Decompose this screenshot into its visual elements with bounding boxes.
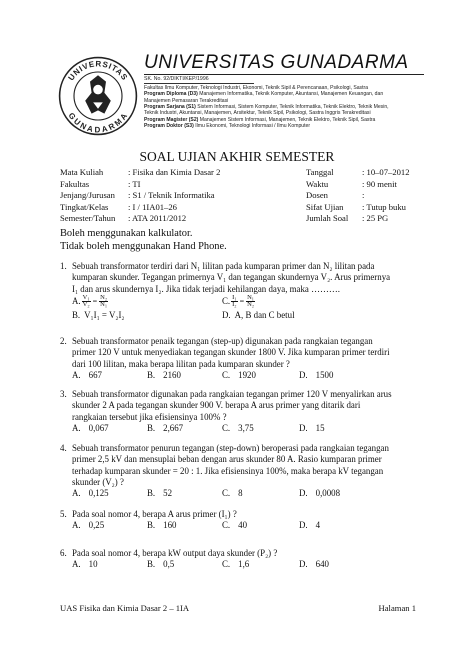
rule-handphone: Tidak boleh menggunakan Hand Phone. (60, 240, 227, 252)
program-name: Program Sarjana (S1) (144, 104, 196, 111)
program-text: Sistem Informasi, Sistem Komputer, Teknik Informatika, Teknik Elektro, Teknik Mesin, (195, 104, 389, 111)
option-letter: A. (72, 295, 81, 306)
program-text: Ilmu Ekonomi, Teknologi Informasi / Ilmu Komputer (193, 123, 311, 130)
university-logo (58, 56, 138, 136)
option-letter: C. (222, 422, 231, 433)
option-letter: B. (147, 559, 156, 570)
option-text: 1920 (238, 369, 256, 380)
info-label: Semester/Tahun (60, 213, 116, 223)
option-letter: A. (72, 422, 81, 433)
svg-text:GUNADARMA (67, 111, 129, 134)
question-text-line: skunder 2 A pada tegangan skunder 900 V. berapa A arus primer yang ditarik dari (72, 400, 361, 411)
sk-rule (144, 83, 254, 84)
fraction-right (246, 295, 255, 309)
question-number: 1. (60, 261, 67, 271)
question-text-line: primer 2,5 kV dan mensuplai beban dengan arus skunder 80 A. Rasio kumparan primer (72, 454, 382, 465)
program-line (144, 123, 426, 129)
logo-ring-bottom-text: GUNADARMA (66, 110, 130, 135)
info-row (306, 202, 436, 214)
option-letter: C. (222, 488, 231, 499)
info-row (60, 190, 270, 202)
info-value: : S1 / Teknik Informatika (128, 190, 215, 200)
info-value: : 10–07–2012 (362, 167, 410, 177)
option-d (299, 423, 325, 434)
option-a (72, 295, 109, 309)
option-text: 667 (88, 369, 102, 380)
info-row (306, 190, 436, 202)
question-number: 3. (60, 389, 67, 399)
university-name: UNIVERSITAS GUNADARMA (144, 52, 409, 73)
option-letter: A. (72, 488, 81, 499)
footer-course: UAS Fisika dan Kimia Dasar 2 – 1IA (60, 603, 190, 613)
option-text: V₁I₁ = V₂I₂ (84, 309, 125, 320)
info-value: : 25 PG (362, 213, 389, 223)
option-c (222, 520, 247, 531)
option-b (147, 423, 183, 434)
question-text-line: Sebuah transformator digunakan pada rangkaian tegangan primer 120 V menyalirkan arus (72, 389, 392, 399)
option-c (222, 559, 249, 570)
fraction-right (99, 295, 108, 309)
info-row (60, 213, 270, 225)
option-letter: B. (147, 520, 156, 531)
info-value: : Fisika dan Kimia Dasar 2 (128, 167, 221, 177)
program-name: Program Doktor (S3) (144, 123, 194, 130)
option-letter: D. (299, 559, 308, 570)
option-letter: C. (222, 520, 231, 531)
question-body (72, 548, 428, 571)
program-text: Fakultas Ilmu Komputer, Teknologi Industri, Ekonomi, Teknik Sipil & Perencanaan, Psikologi, Sastra (144, 85, 369, 91)
option-letter: A. (72, 369, 81, 380)
denominator: I₂ (232, 301, 237, 309)
numerator: I₁ (232, 293, 237, 301)
option-text: 1,6 (238, 559, 250, 570)
option-text: 3,75 (238, 422, 254, 433)
option-row (72, 520, 428, 531)
option-row (72, 559, 428, 570)
option-letter: B. (72, 309, 81, 320)
numerator: N₂ (100, 293, 108, 301)
option-text: 8 (238, 488, 243, 499)
option-b (147, 488, 172, 499)
option-row (72, 423, 428, 434)
info-label: Jumlah Soal (306, 213, 349, 223)
info-label: Mata Kuliah (60, 167, 104, 177)
option-text: 15 (315, 422, 325, 433)
question-number: 5. (60, 509, 67, 519)
info-row (60, 202, 270, 214)
option-d (299, 520, 320, 531)
footer-page-number: Halaman 1 (378, 603, 416, 613)
option-c (222, 488, 243, 499)
info-label: Fakultas (60, 178, 90, 189)
option-a (72, 370, 102, 381)
option-c (222, 423, 254, 434)
program-text: Manajemen Informatika, Teknik Komputer, Akuntansi, Manajemen Keuangan, dan (197, 91, 384, 98)
question-text-line: kumparan skunder. Tegangan primernya V₁ dan tegangan skundernya V₂. Arus primernya (72, 272, 391, 283)
info-label: Tingkat/Kelas (60, 201, 109, 212)
option-text: 0,125 (88, 488, 109, 499)
option-letter: B. (147, 422, 156, 433)
option-text: 52 (163, 488, 173, 499)
option-text: 40 (238, 520, 248, 531)
info-label: Waktu (306, 178, 329, 189)
option-a (72, 423, 109, 434)
question-text-line: dari 100 lilitan, maka berapa lilitan pada kumparan skunder ? (72, 358, 290, 369)
fraction-option-row (72, 295, 428, 310)
question-text-line: Sebuah transformator penurun tegangan (step-down) beroperasi pada rangkaian tegangan (72, 443, 389, 453)
option-letter: D. (299, 488, 308, 499)
header-rule (144, 74, 424, 75)
option-letter: C. (222, 295, 231, 306)
denominator: V₂ (82, 301, 90, 309)
question-text-line: skunder (V₂) ? (72, 476, 124, 487)
question-number: 6. (60, 548, 67, 558)
option-text: 2160 (163, 369, 181, 380)
exam-info-left (60, 167, 270, 225)
question-body (72, 336, 428, 381)
option-letter: C. (222, 559, 231, 570)
rule-calculator: Boleh menggunakan kalkulator. (60, 228, 193, 239)
question-text-line: Pada soal nomor 4, berapa kW output daya skunder (P₂) ? (72, 548, 278, 558)
exam-title: SOAL UJIAN AKHIR SEMESTER (139, 149, 335, 164)
sk-number: SK. No. 92/DIKTI/KEP/1996 (144, 76, 209, 82)
equals-sign: = (239, 297, 245, 307)
option-text: 640 (315, 559, 329, 570)
option-letter: D. (222, 309, 231, 320)
denominator: N₁ (100, 301, 108, 309)
option-text: 0,067 (88, 422, 109, 433)
denominator: N₂ (247, 301, 255, 309)
option-a (72, 520, 104, 531)
info-row (306, 213, 436, 225)
question-text-line: Sebuah transformator terdiri dari N₁ lilitan pada kumparan primer dan N₂ lilitan pada (72, 261, 375, 271)
option-letter: A. (72, 559, 81, 570)
option-text: 0,0008 (315, 488, 341, 499)
fraction-left (231, 295, 237, 309)
option-text: 4 (315, 520, 321, 531)
info-value: : TI (128, 178, 141, 189)
option-letter: A. (72, 520, 81, 531)
info-value: : (362, 190, 365, 200)
option-text: 10 (88, 559, 98, 570)
info-row (306, 167, 436, 179)
option-a (72, 559, 98, 570)
info-label: Sifat Ujian (306, 201, 344, 212)
option-letter: D. (299, 520, 308, 531)
question-body (72, 443, 428, 499)
option-text: 0,25 (88, 520, 105, 531)
option-row (72, 488, 428, 499)
question-number: 2. (60, 336, 67, 346)
info-row (60, 179, 270, 191)
info-row (60, 167, 270, 179)
option-d (222, 310, 295, 321)
option-letter: D. (299, 369, 308, 380)
question-text-line: Sebuah transformator penaik tegangan (step-up) digunakan pada rangkaian tegangan (72, 336, 373, 346)
question-body (72, 509, 428, 532)
option-letter: D. (299, 422, 308, 433)
equals-sign: = (92, 297, 98, 307)
option-b (147, 520, 176, 531)
info-value: : ATA 2011/2012 (128, 213, 187, 223)
option-d (299, 370, 333, 381)
program-text: Manajemen Sistem Informasi, Manajemen, Teknik Elektro, Teknik Sipil, Sastra (198, 116, 376, 123)
option-letter: B. (147, 488, 156, 499)
info-label: Tanggal (306, 167, 334, 177)
info-value: : I / 1IA01–26 (128, 201, 177, 212)
option-b (147, 370, 181, 381)
option-text: 160 (163, 520, 177, 531)
exam-rules (60, 228, 227, 253)
option-a (72, 488, 109, 499)
info-label: Dosen (306, 190, 328, 200)
option-letter: B. (147, 369, 156, 380)
program-text: Manajemen Pemasaran Terakreditasi (144, 97, 229, 104)
question-text-line: rangkaian tersebut jika efisiensinya 100% ? (72, 411, 227, 422)
option-b (147, 559, 174, 570)
info-value: : Tutup buku (362, 201, 406, 212)
question-text-line: terhadap kumparan skunder = 20 : 1. Jika efisiensinya 100%, maka berapa kV tegangan (72, 465, 384, 476)
numerator: N₁ (247, 293, 255, 301)
info-row (306, 179, 436, 191)
exam-info-right (306, 167, 436, 225)
fraction-left (82, 295, 91, 309)
option-text: A, B dan C betul (234, 309, 295, 320)
info-value: : 90 menit (362, 178, 397, 189)
question-text-line: Pada soal nomor 4, berapa A arus primer (I₁) ? (72, 509, 237, 519)
program-list (144, 85, 426, 129)
program-text: Teknik Industri, Akuntansi, Manajemen, Arsitektur, Teknik Sipil, Psikologi, Sastra Inggris Terakreditasi (144, 110, 371, 117)
question-number: 4. (60, 443, 67, 453)
option-row (72, 310, 428, 321)
option-text: 2,667 (163, 422, 184, 433)
option-letter: C. (222, 369, 231, 380)
question-body (72, 389, 428, 434)
numerator: V₁ (82, 293, 90, 301)
question-text-line: primer 120 V untuk menyediakan tegangan skunder 1800 V. Jika kumparan primer terdiri (72, 347, 390, 358)
program-name: Program Diploma (D3) (144, 91, 198, 98)
option-text: 1500 (315, 369, 334, 380)
option-text: 0,5 (163, 559, 175, 570)
option-c (222, 370, 256, 381)
option-d (299, 559, 329, 570)
option-row (72, 370, 428, 381)
option-d (299, 488, 340, 499)
info-label: Jenjang/Jurusan (60, 190, 115, 200)
question-text-line: I₁ dan arus skundernya I₂. Jika tidak terjadi kehilangan daya, maka ………. (72, 283, 340, 294)
question-body (72, 261, 428, 321)
program-name: Program Magister (S2) (144, 116, 199, 123)
option-c (222, 295, 256, 309)
option-b (72, 310, 125, 321)
logo-ring-top-text: UNIVERSITAS (66, 59, 130, 83)
